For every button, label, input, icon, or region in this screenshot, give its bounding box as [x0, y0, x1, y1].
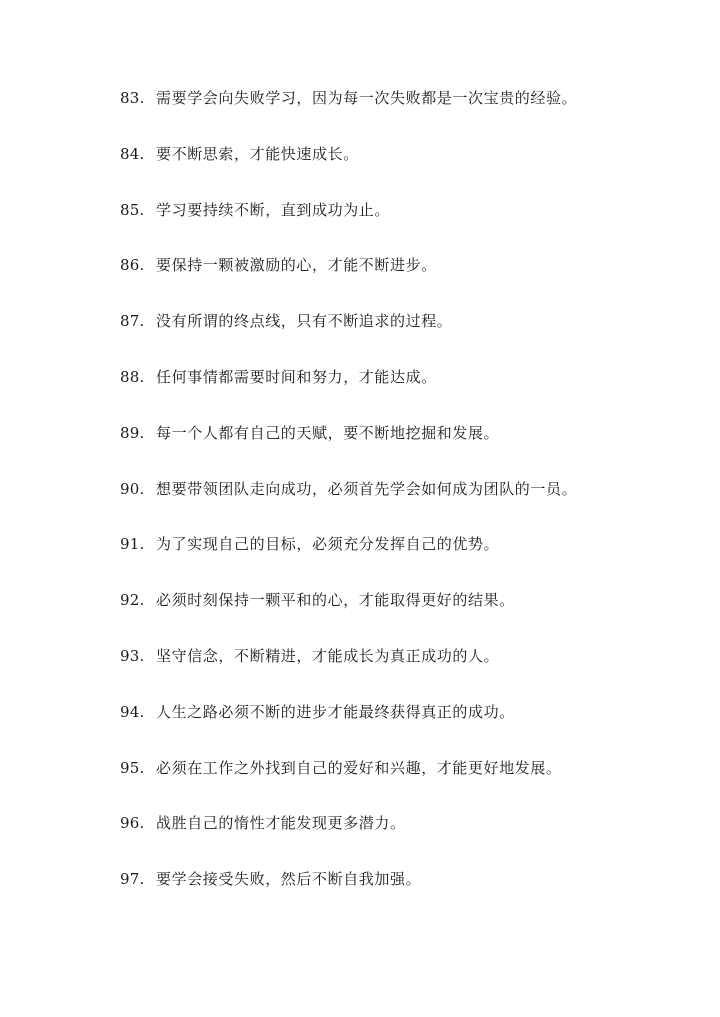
list-item: [120, 420, 700, 476]
list-item: [120, 141, 700, 197]
list-item: [120, 866, 700, 922]
list-item: [120, 308, 700, 364]
item-number: 96.: [120, 814, 145, 833]
item-number: 95.: [120, 758, 145, 777]
item-text: 必须时刻保持一颗平和的心，才能取得更好的结果。: [156, 591, 515, 610]
item-number: 85.: [120, 200, 145, 219]
item-number: 90.: [120, 479, 145, 498]
list-item: [120, 643, 700, 699]
item-number: 87.: [120, 312, 145, 331]
item-text: 没有所谓的终点线，只有不断追求的过程。: [156, 312, 453, 331]
list-item: [120, 197, 700, 253]
item-text: 坚守信念，不断精进，才能成长为真正成功的人。: [156, 646, 500, 665]
item-number: 86.: [120, 256, 145, 275]
item-text: 学习要持续不断，直到成功为止。: [156, 200, 391, 219]
list-item: [120, 364, 700, 420]
item-text: 要不断思索，才能快速成长。: [156, 144, 359, 163]
item-text: 战胜自己的惰性才能发现更多潜力。: [156, 814, 406, 833]
item-text: 为了实现自己的目标，必须充分发挥自己的优势。: [156, 535, 500, 554]
item-text: 想要带领团队走向成功，必须首先学会如何成为团队的一员。: [156, 479, 578, 498]
item-number: 84.: [120, 144, 145, 163]
list-item: [120, 85, 700, 141]
item-number: 91.: [120, 535, 145, 554]
item-number: 88.: [120, 367, 145, 386]
item-text: 每一个人都有自己的天赋，要不断地挖掘和发展。: [156, 423, 500, 442]
item-text: 要学会接受失败，然后不断自我加强。: [156, 870, 422, 889]
item-text: 必须在工作之外找到自己的爱好和兴趣，才能更好地发展。: [156, 758, 562, 777]
list-item: [120, 755, 700, 811]
list-item: [120, 810, 700, 866]
item-number: 83.: [120, 89, 145, 107]
item-number: 92.: [120, 591, 145, 610]
list-item: [120, 252, 700, 308]
item-number: 94.: [120, 702, 145, 721]
item-number: 97.: [120, 870, 145, 889]
list-item: [120, 587, 700, 643]
list-item: [120, 531, 700, 587]
list-item: [120, 699, 700, 755]
item-text: 任何事情都需要时间和努力，才能达成。: [156, 367, 437, 386]
item-text: 要保持一颗被激励的心，才能不断进步。: [156, 256, 437, 275]
item-text: 需要学会向失败学习，因为每一次失败都是一次宝贵的经验。: [156, 89, 578, 107]
item-text: 人生之路必须不断的进步才能最终获得真正的成功。: [156, 702, 515, 721]
list-item: [120, 476, 700, 532]
numbered-list: [120, 85, 700, 922]
item-number: 93.: [120, 646, 145, 665]
item-number: 89.: [120, 423, 145, 442]
